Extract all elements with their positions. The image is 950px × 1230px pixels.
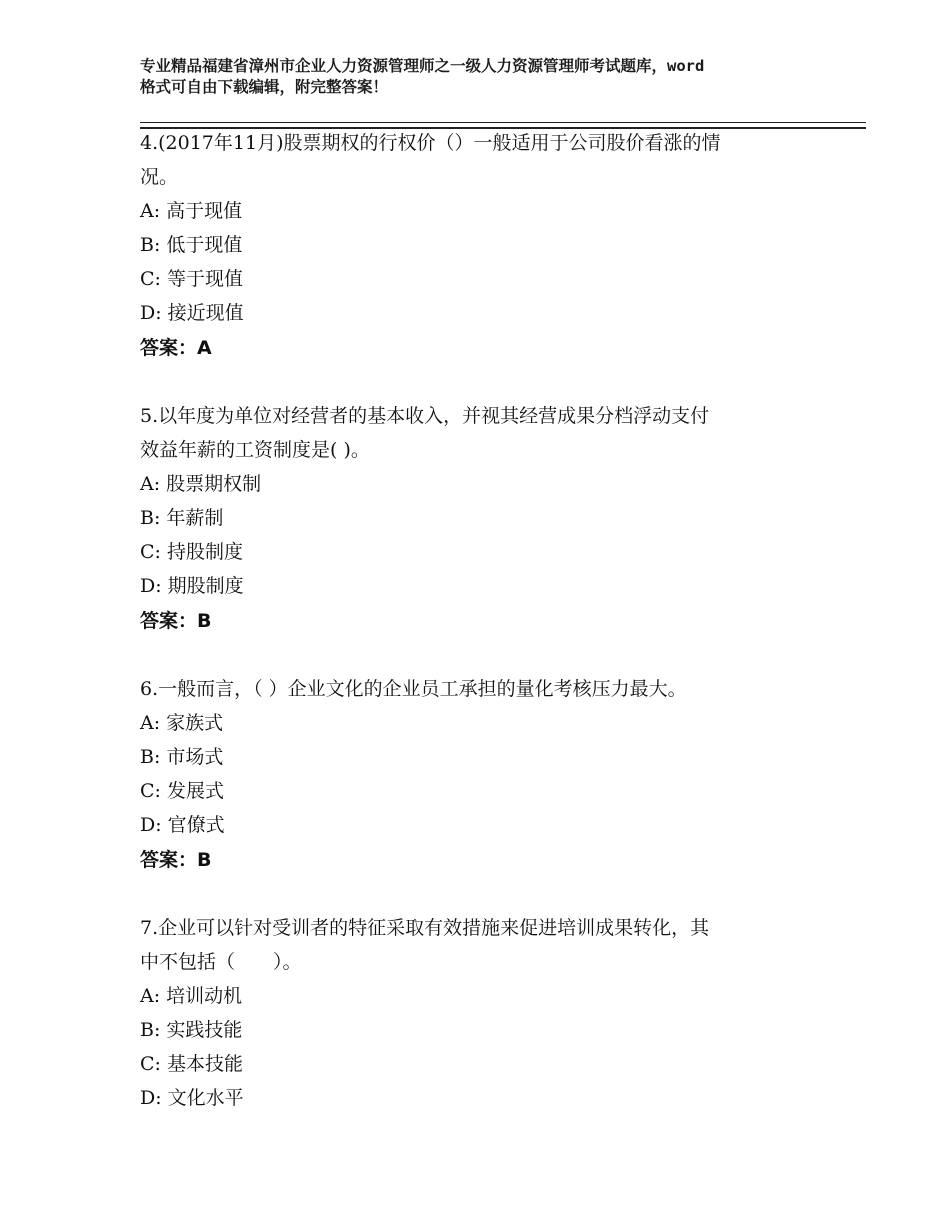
question-stem: 4.(2017年11月)股票期权的行权价（）一般适用于公司股价看涨的情 <box>140 132 721 154</box>
answer-label: 答案：B <box>140 610 212 632</box>
option-d: D: 接近现值 <box>140 302 244 324</box>
option-c: C: 发展式 <box>140 780 224 802</box>
option-b: B: 年薪制 <box>140 507 224 529</box>
option-c: C: 等于现值 <box>140 268 243 290</box>
option-b: B: 低于现值 <box>140 234 243 256</box>
option-b: B: 实践技能 <box>140 1019 243 1041</box>
option-d: D: 官僚式 <box>140 814 225 836</box>
option-c: C: 基本技能 <box>140 1053 243 1075</box>
header-line-2: 格式可自由下载编辑，附完整答案！ <box>140 78 389 96</box>
header-text <box>140 56 830 98</box>
answer-label: 答案：B <box>140 849 212 871</box>
question-stem-continued: 中不包括（ ）。 <box>140 951 302 973</box>
question-stem-continued: 效益年薪的工资制度是( )。 <box>140 439 370 461</box>
option-c: C: 持股制度 <box>140 541 243 563</box>
option-d: D: 期股制度 <box>140 575 244 597</box>
header-divider-thin <box>140 122 866 123</box>
option-d: D: 文化水平 <box>140 1087 244 1109</box>
question-stem-continued: 况。 <box>140 166 179 188</box>
option-b: B: 市场式 <box>140 746 224 768</box>
question-stem: 5.以年度为单位对经营者的基本收入，并视其经营成果分档浮动支付 <box>140 405 710 427</box>
option-a: A: 家族式 <box>140 712 224 734</box>
header-divider-thick <box>140 127 866 129</box>
option-a: A: 股票期权制 <box>140 473 262 495</box>
question-stem: 6.一般而言，（ ）企业文化的企业员工承担的量化考核压力最大。 <box>140 678 687 700</box>
option-a: A: 培训动机 <box>140 985 243 1007</box>
header-line-1: 专业精品福建省漳州市企业人力资源管理师之一级人力资源管理师考试题库，word <box>140 57 705 75</box>
answer-label: 答案：A <box>140 337 212 359</box>
question-stem: 7.企业可以针对受训者的特征采取有效措施来促进培训成果转化，其 <box>140 917 710 939</box>
option-a: A: 高于现值 <box>140 200 243 222</box>
